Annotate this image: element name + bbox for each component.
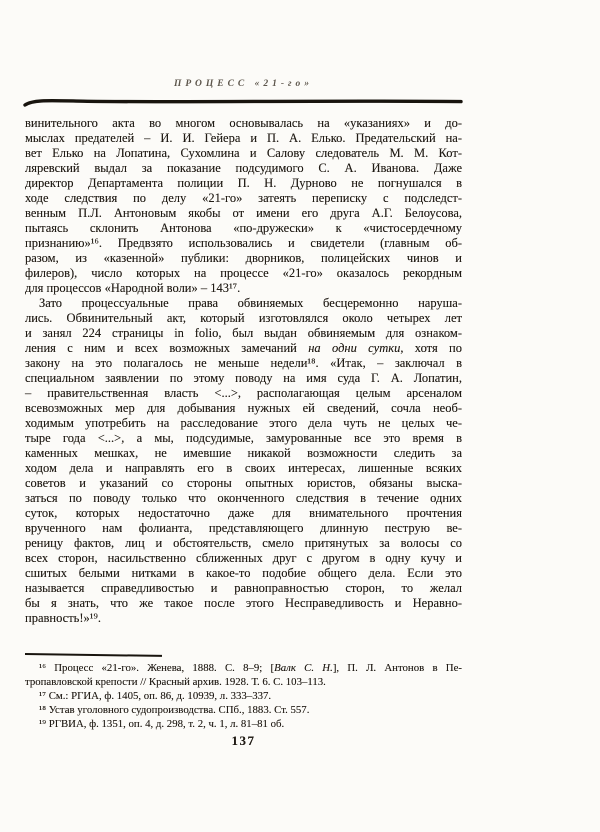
text-segment: ], П. Л. Антонов в Пе- <box>332 662 462 674</box>
text-segment: – правительственная власть <...>, располагающая целым арсеналом <box>25 386 462 400</box>
text-segment: правность!»¹⁹. <box>25 611 101 625</box>
running-head: ПРОЦЕСС «21-го» <box>173 79 314 89</box>
text-line <box>25 236 462 251</box>
footnote-separator <box>25 653 162 657</box>
text-line <box>25 689 462 703</box>
text-line <box>25 661 462 675</box>
text-segment: лись. Обвинительный акт, который изготовлялся около четырех лет <box>25 311 462 325</box>
text-segment: ляревский выдал за показание подсудимого С. А. Иванова. Даже <box>25 161 462 175</box>
text-segment: называется справедливостью и равноправностью сторон, то желал <box>25 581 462 595</box>
text-segment: ¹⁷ См.: РГИА, ф. 1405, оп. 86, д. 10939, л. 333–337. <box>39 690 272 702</box>
text-segment: специальном заявлении по этому поводу на имя суда Г. А. Лопатин, <box>25 371 462 385</box>
text-segment: ходом дела и направлять его в своих интересах, лишенные всяких <box>25 461 462 475</box>
text-line <box>25 596 462 611</box>
text-line <box>25 341 462 356</box>
text-segment: советов и указаний со стороны опытных юристов, обязаны выска- <box>25 476 462 490</box>
text-line <box>25 675 462 689</box>
text-line <box>25 416 462 431</box>
text-segment: признанию»¹⁶. Предвзято использовались и свидетели (главным об- <box>25 236 462 250</box>
text-line <box>25 536 462 551</box>
text-line <box>25 703 462 717</box>
text-line <box>25 206 462 221</box>
text-segment: заться по поводу только что оконченного следствия в течение одних <box>25 491 462 505</box>
text-line <box>25 176 462 191</box>
text-segment: тыре года <...>, а мы, подсудимые, замурованные все это время в <box>25 431 462 445</box>
footnotes <box>25 661 462 731</box>
header-rule <box>23 95 463 107</box>
text-line <box>25 581 462 596</box>
text-line <box>25 356 462 371</box>
text-segment: ¹⁸ Устав уголовного судопроизводства. СПб., 1883. Ст. 557. <box>39 704 310 716</box>
text-line <box>25 161 462 176</box>
text-segment: Валк С. Н. <box>274 662 333 674</box>
text-line <box>25 401 462 416</box>
text-segment: на одни сутки <box>308 341 401 355</box>
text-line <box>25 296 462 311</box>
text-line <box>25 461 462 476</box>
page-number: 137 <box>231 733 256 748</box>
text-line <box>25 266 462 281</box>
text-segment: суток, которых недостаточно даже для внимательного прочтения <box>25 506 462 520</box>
text-line <box>25 131 462 146</box>
text-segment: бы я знать, что же такое после этого Несправедливость и Неравно- <box>25 596 462 610</box>
text-line <box>25 386 462 401</box>
text-line <box>25 371 462 386</box>
text-segment: и занял 224 страницы in folio, был выдан обвиняемым для ознаком- <box>25 326 462 340</box>
text-line <box>25 506 462 521</box>
text-line <box>25 311 462 326</box>
text-line <box>25 476 462 491</box>
text-segment: каменных мешках, не имевшие никакой возможности следить за <box>25 446 462 460</box>
text-line <box>25 446 462 461</box>
text-line <box>25 521 462 536</box>
text-line <box>25 431 462 446</box>
text-segment: филеров), число которых на процессе «21-го» оказалось рекордным <box>25 266 462 280</box>
text-line <box>25 146 462 161</box>
text-segment: Зато процессуальные права обвиняемых бесцеремонно наруша- <box>39 296 462 310</box>
text-segment: ¹⁹ РГВИА, ф. 1351, оп. 4, д. 298, т. 2, ч. 1, л. 81–81 об. <box>39 718 285 730</box>
text-line <box>25 116 462 131</box>
text-segment: закону на это полагалось не меньше недели¹⁸. «Итак, – заключал в <box>25 356 462 370</box>
text-segment: , хотя по <box>400 341 462 355</box>
text-segment: винительного акта во многом основывалась на «указаниях» и до- <box>25 116 462 130</box>
text-line <box>25 326 462 341</box>
text-segment: всевозможных мер для добывания нужных ей сведений, сочла необ- <box>25 401 462 415</box>
text-line <box>25 611 462 626</box>
text-segment: ¹⁶ Процесс «21-го». Женева, 1888. С. 8–9; [ <box>39 662 275 674</box>
text-line <box>25 551 462 566</box>
text-segment: тропавловской крепости // Красный архив. 1928. Т. 6. С. 103–113. <box>25 676 326 688</box>
text-line <box>25 191 462 206</box>
text-segment: для процессов «Народной воли» – 143¹⁷. <box>25 281 241 295</box>
text-segment: мыслах предателей – И. И. Гейера и П. А. Елько. Предательский на- <box>25 131 462 145</box>
text-segment: ления с ним и всех возможных замечаний <box>25 341 309 355</box>
text-segment: директор Департамента полиции П. Н. Дурново не погнушался в <box>25 176 462 190</box>
text-line <box>25 717 462 731</box>
text-line <box>25 281 462 296</box>
text-segment: ходе следствия по делу «21-го» затеять переписку с подследст- <box>25 191 462 205</box>
text-line <box>25 251 462 266</box>
text-segment: всех сторон, насильственно сближенных друг с другом в одну кучу и <box>25 551 462 565</box>
text-segment: пытаясь склонить Антонова «по-дружески» к «чистосердечному <box>25 221 462 235</box>
body-text <box>25 116 462 626</box>
text-line <box>25 491 462 506</box>
text-segment: врученного нам фолианта, представляющего длинную пеструю ве- <box>25 521 462 535</box>
text-segment: сшитых белыми нитками в какое-то подобие общего дела. Если это <box>25 566 462 580</box>
text-segment: ходимым употребить на расследование этого дела чуть не целых че- <box>25 416 462 430</box>
text-segment: вет Елько на Лопатина, Сухомлина и Салову следователь М. М. Кот- <box>25 146 462 160</box>
text-segment: разом, из «казенной» публики: дворников, полицейских чинов и <box>25 251 462 265</box>
text-line <box>25 566 462 581</box>
text-segment: реницу фактов, лиц и обстоятельств, смело притянутых за волосы со <box>25 536 462 550</box>
text-line <box>25 221 462 236</box>
text-segment: венным П.Л. Антоновым якобы от имени его друга А.Г. Белоусова, <box>25 206 462 220</box>
